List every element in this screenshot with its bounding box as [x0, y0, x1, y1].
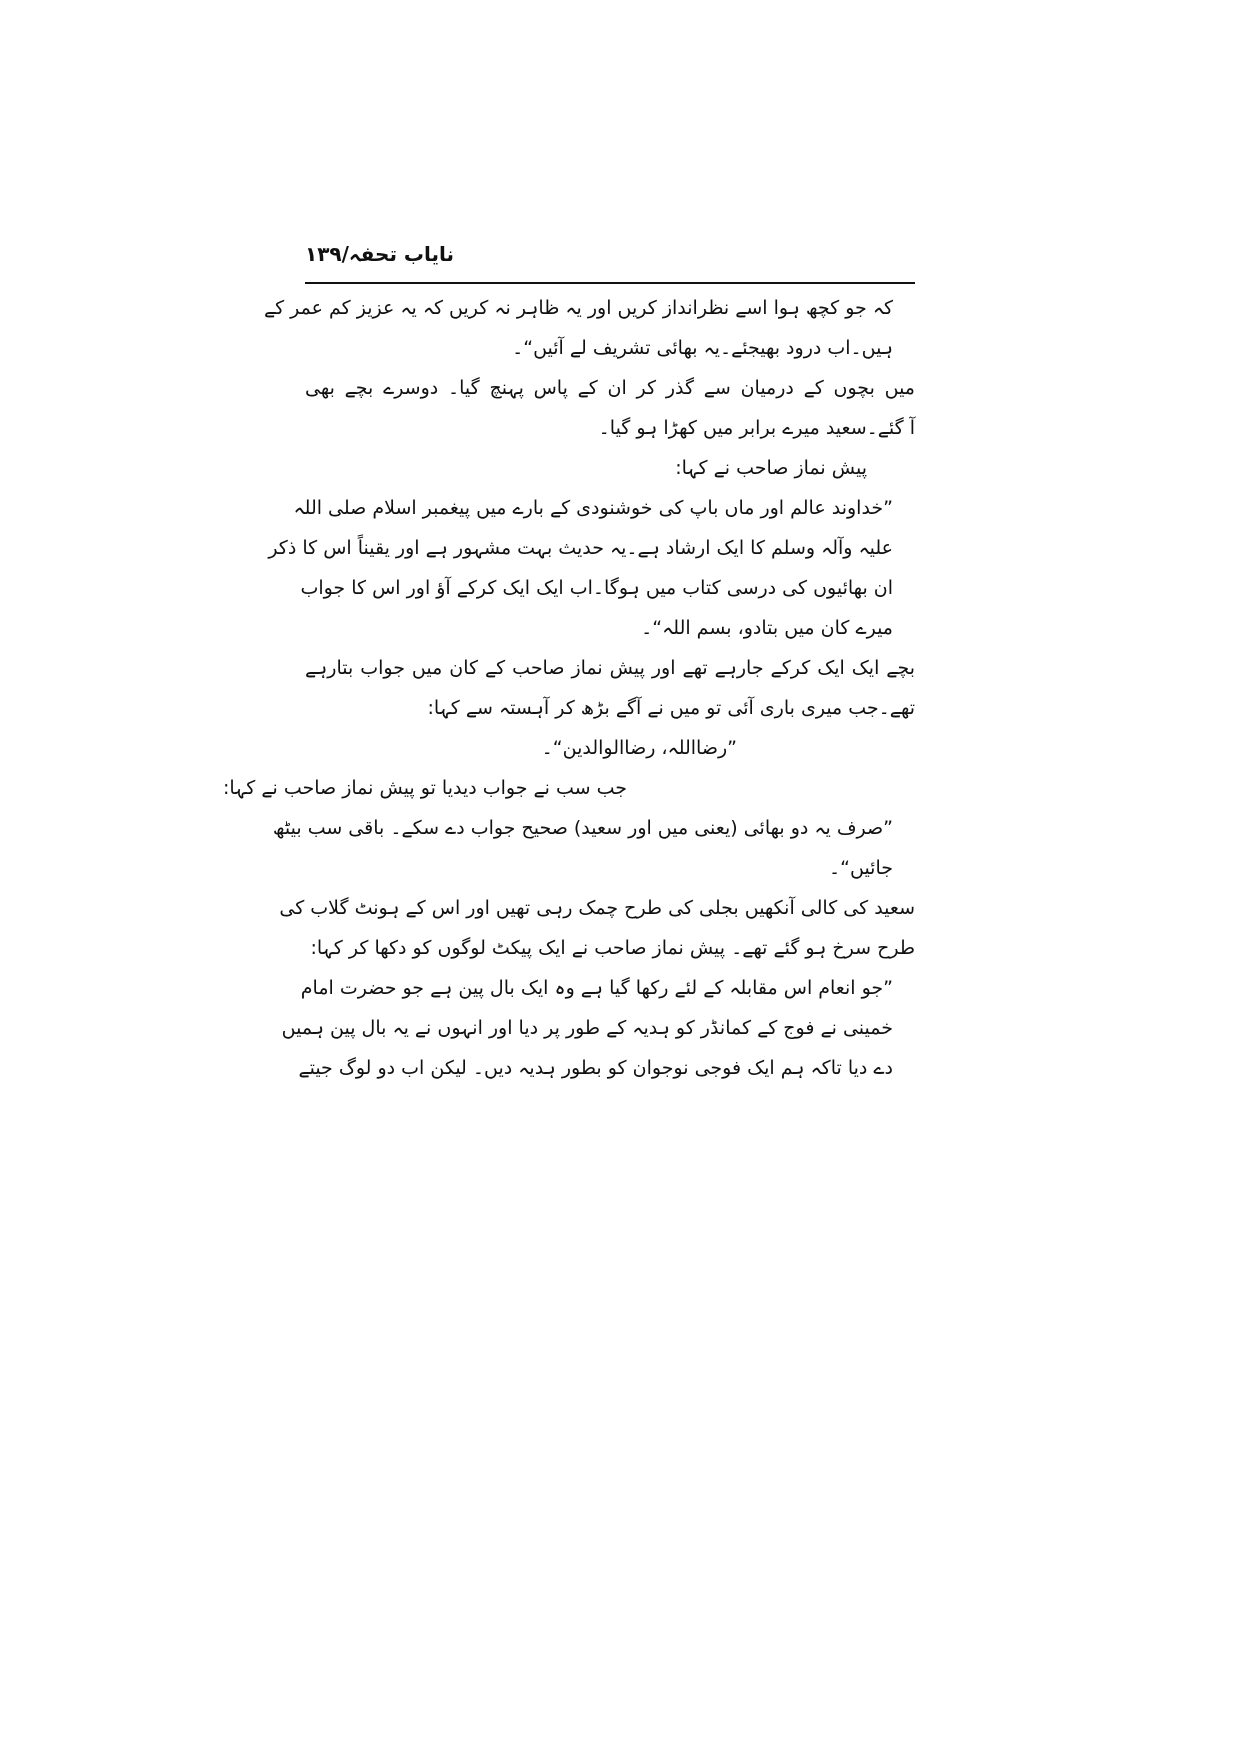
text-line-15: جائیں“۔	[829, 857, 893, 879]
text-line-13: جب سب نے جواب دیدیا تو پیش نماز صاحب نے کہا:	[222, 777, 627, 799]
text-line-8: ان بھائیوں کی درسی کتاب میں ہوگا۔اب ایک ایک کرکے آؤ اور اس کا جواب	[300, 577, 893, 599]
text-line-5: پیش نماز صاحب نے کہا:	[675, 457, 867, 479]
text-line-17: طرح سرخ ہو گئے تھے۔ پیش نماز صاحب نے ایک پیکٹ لوگوں کو دکھا کر کہا:	[310, 937, 915, 959]
text-line-20: دے دیا تاکہ ہم ایک فوجی نوجوان کو بطور ہدیہ دیں۔ لیکن اب دو لوگ جیتے	[298, 1057, 893, 1079]
page-body	[222, 288, 915, 1088]
text-line-6: ”خداوند عالم اور ماں باپ کی خوشنودی کے بارے میں پیغمبر اسلام صلی اللہ	[293, 497, 893, 519]
text-line-14: ”صرف یہ دو بھائی (یعنی میں اور سعید) صحیح جواب دے سکے۔ باقی سب بیٹھ	[272, 817, 893, 839]
text-line-16: سعید کی کالی آنکھیں بجلی کی طرح چمک رہی تھیں اور اس کے ہونٹ گلاب کی	[279, 897, 915, 919]
text-line-19: خمینی نے فوج کے کمانڈر کو ہدیہ کے طور پر دیا اور انہوں نے یہ بال پین ہمیں	[281, 1017, 893, 1039]
text-line-9: میرے کان میں بتادو، بسم اللہ“۔	[641, 617, 893, 639]
text-line-1: کہ جو کچھ ہوا اسے نظرانداز کریں اور یہ ظاہر نہ کریں کہ یہ عزیز کم عمر کے	[263, 297, 893, 319]
text-line-2: ہیں۔اب درود بھیجئے۔یہ بھائی تشریف لے آئیں“۔	[512, 337, 893, 359]
text-line-7: علیہ وآلہ وسلم کا ایک ارشاد ہے۔یہ حدیث بہت مشہور ہے اور یقیناً اس کا ذکر	[268, 537, 893, 559]
text-line-4: آ گئے۔سعید میرے برابر میں کھڑا ہو گیا۔	[598, 417, 915, 439]
text-line-10: بچے ایک ایک کرکے جارہے تھے اور پیش نماز صاحب کے کان میں جواب بتارہے	[305, 657, 915, 679]
page-header	[305, 238, 915, 284]
text-line-12: ”رضااللہ، رضاالوالدین“۔	[541, 737, 737, 759]
running-header-title: نایاب تحفہ/۱۳۹	[305, 242, 455, 266]
text-line-11: تھے۔جب میری باری آئی تو میں نے آگے بڑھ کر آہستہ سے کہا:	[427, 697, 915, 719]
text-line-18: ”جو انعام اس مقابلہ کے لئے رکھا گیا ہے وہ ایک بال پین ہے جو حضرت امام	[300, 977, 893, 999]
text-line-3: میں بچوں کے درمیان سے گذر کر ان کے پاس پہنچ گیا۔ دوسرے بچے بھی	[305, 377, 915, 399]
